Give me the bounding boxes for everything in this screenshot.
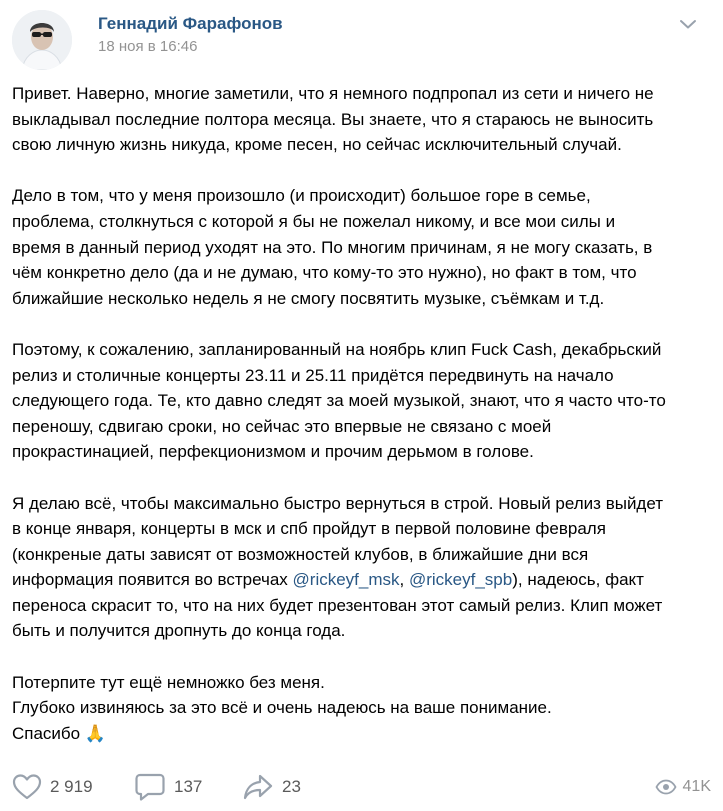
chevron-down-icon <box>676 12 700 36</box>
text-line: Привет. Наверно, многие заметили, что я немного подпропал из сети и ничего не <box>12 84 654 103</box>
likes-count: 2 919 <box>50 777 93 796</box>
comments-count: 137 <box>174 777 203 796</box>
text-fragment: , <box>399 570 409 590</box>
text-line: проблема, столкнуться с которой я бы не пожелал никому, и все мои силы и <box>12 211 616 231</box>
text-line: в конце января, концерты в мск и спб пройдут в первой половине февраля <box>12 519 606 539</box>
text-line: время в данный период уходят на это. По многим причинам, я не могу сказать, в <box>12 237 653 257</box>
share-button[interactable] <box>242 770 301 804</box>
text-line: выкладывал последние полтора месяца. Вы знаете, что я стараюсь не выносить <box>12 109 654 129</box>
text-fragment: Спасибо <box>12 723 81 743</box>
text-line: Глубоко извиняюсь за это всё и очень надеюсь на ваше понимание. <box>12 698 552 718</box>
text-line: Потерпите тут ещё немножко без меня. <box>12 672 325 692</box>
paragraph <box>12 670 712 747</box>
share-arrow-icon <box>242 773 274 801</box>
text-line: свою личную жизнь никуда, кроме песен, но сейчас исключительный случай. <box>12 135 622 155</box>
text-line-with-emoji <box>12 721 712 747</box>
text-line: Я делаю всё, чтобы максимально быстро вернуться в строй. Новый релиз выйдет <box>12 493 664 513</box>
mention-link-msk[interactable]: @rickeyf_msk <box>292 570 400 590</box>
author-avatar[interactable] <box>12 10 72 70</box>
text-line: ближайшие несколько недель я не смогу посвятить музыке, съёмкам и т.д. <box>12 288 605 308</box>
views-count: 41K <box>682 778 711 795</box>
text-fragment: информация появится во встречах <box>12 570 293 590</box>
text-line-with-mentions <box>12 567 712 593</box>
paragraph <box>12 183 712 311</box>
shares-count: 23 <box>282 777 301 796</box>
text-line: чём конкретно дело (да и не думаю, что кому-то это нужно), но факт в том, что <box>12 263 637 283</box>
text-line: прокрастинацией, перфекционизмом и прочим дерьмом в голове. <box>12 442 534 462</box>
text-line: следующего года. Те, кто давно следят за моей музыкой, знают, что я часто что-то <box>12 391 666 411</box>
post-menu-button[interactable] <box>676 12 700 36</box>
paragraph <box>12 491 712 645</box>
text-line: Дело в том, что у меня произошло (и происходит) большое горе в семье, <box>12 186 591 206</box>
text-line: переношу, сдвигаю сроки, но сейчас это впервые не связано с моей <box>12 416 552 436</box>
avatar-image <box>12 10 72 70</box>
mention-link-spb[interactable]: @rickeyf_spb <box>408 570 513 590</box>
heart-icon <box>12 773 42 801</box>
text-line: релиз и столичные концерты 23.11 и 25.11 придётся передвинуть на начало <box>12 365 614 385</box>
post-date[interactable]: 18 ноя в 16:46 <box>98 38 198 55</box>
comment-button[interactable] <box>134 770 202 804</box>
post-actions <box>0 770 723 804</box>
author-name[interactable]: Геннадий Фарафонов <box>98 14 283 33</box>
like-button[interactable] <box>12 770 93 804</box>
text-line: (конкреные даты зависят от возможностей клубов, в ближайшие дни вся <box>12 544 589 564</box>
praying-hands-emoji: 🙏 <box>84 723 107 743</box>
post-text <box>12 81 712 746</box>
text-line: переноса скрасит то, что на них будет презентован этот самый релиз. Клип может <box>12 595 663 615</box>
paragraph <box>12 81 712 158</box>
text-line: Поэтому, к сожалению, запланированный на ноябрь клип Fuck Cash, декабрьский <box>12 339 662 359</box>
paragraph <box>12 337 712 465</box>
views-counter <box>655 770 711 804</box>
text-fragment: ), надеюсь, факт <box>512 570 644 590</box>
eye-icon <box>655 779 677 795</box>
comment-icon <box>134 772 166 802</box>
text-line: быть и получится дропнуть до конца года. <box>12 621 346 641</box>
